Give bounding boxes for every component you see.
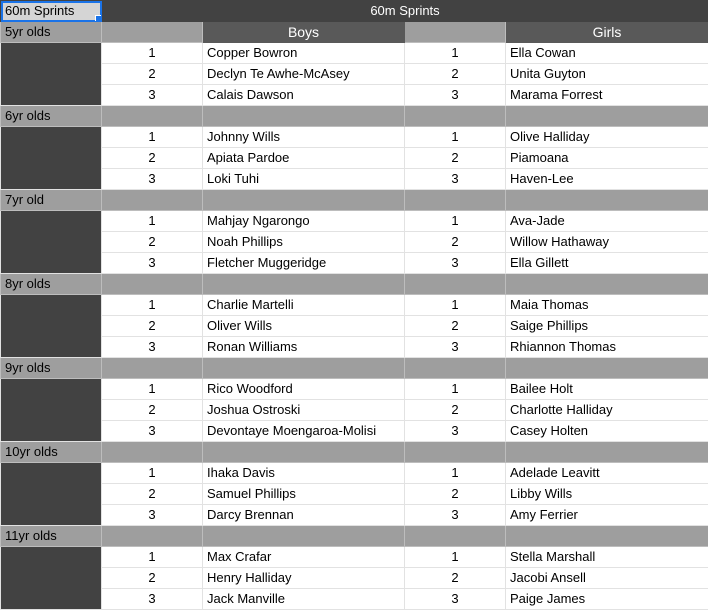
boy-name-cell[interactable]: Fletcher Muggeridge — [203, 253, 405, 274]
girl-name-cell[interactable]: Haven-Lee — [506, 169, 708, 190]
girl-name-cell[interactable]: Rhiannon Thomas — [506, 337, 708, 358]
fill-handle[interactable] — [95, 15, 102, 22]
empty-cell[interactable] — [506, 106, 708, 127]
boy-name-cell[interactable]: Ronan Williams — [203, 337, 405, 358]
girl-place-cell[interactable]: 2 — [405, 64, 506, 85]
age-group-label[interactable]: 6yr olds — [1, 106, 102, 127]
girl-place-cell[interactable]: 2 — [405, 232, 506, 253]
girl-place-cell[interactable]: 3 — [405, 85, 506, 106]
empty-cell[interactable] — [102, 106, 203, 127]
boy-name-cell[interactable]: Max Crafar — [203, 547, 405, 568]
result-row — [1, 211, 708, 232]
boy-name-cell[interactable]: Ihaka Davis — [203, 463, 405, 484]
girl-place-cell[interactable]: 2 — [405, 316, 506, 337]
boy-place-cell[interactable]: 1 — [102, 379, 203, 400]
girl-name-cell[interactable]: Bailee Holt — [506, 379, 708, 400]
boy-name-cell[interactable]: Calais Dawson — [203, 85, 405, 106]
empty-cell[interactable] — [405, 358, 506, 379]
boy-place-cell[interactable]: 3 — [102, 337, 203, 358]
result-row — [1, 148, 708, 169]
group-side-cell[interactable] — [1, 127, 102, 190]
girl-place-cell[interactable]: 1 — [405, 379, 506, 400]
boy-name-cell[interactable]: Apiata Pardoe — [203, 148, 405, 169]
empty-cell[interactable] — [203, 106, 405, 127]
boy-place-cell[interactable]: 1 — [102, 127, 203, 148]
girl-name-cell[interactable]: Unita Guyton — [506, 64, 708, 85]
boy-name-cell[interactable]: Oliver Wills — [203, 316, 405, 337]
girl-name-cell[interactable]: Olive Halliday — [506, 127, 708, 148]
boy-place-cell[interactable]: 3 — [102, 505, 203, 526]
boy-place-cell[interactable]: 2 — [102, 148, 203, 169]
girl-name-cell[interactable]: Marama Forrest — [506, 85, 708, 106]
result-row — [1, 421, 708, 442]
empty-cell[interactable] — [203, 358, 405, 379]
empty-cell[interactable] — [405, 526, 506, 547]
boy-name-cell[interactable]: Devontaye Moengaroa-Molisi — [203, 421, 405, 442]
boy-place-cell[interactable]: 3 — [102, 85, 203, 106]
empty-cell[interactable] — [405, 106, 506, 127]
empty-cell[interactable] — [102, 190, 203, 211]
girls-header[interactable]: Girls — [506, 22, 708, 43]
cell-a1-text: 60m Sprints — [5, 3, 75, 18]
girl-name-cell[interactable]: Willow Hathaway — [506, 232, 708, 253]
empty-cell[interactable] — [203, 274, 405, 295]
group-side-cell[interactable] — [1, 379, 102, 442]
girl-place-cell[interactable]: 1 — [405, 211, 506, 232]
girl-name-cell[interactable]: Amy Ferrier — [506, 505, 708, 526]
grid-body — [1, 1, 708, 610]
age-group-label[interactable]: 11yr olds — [1, 526, 102, 547]
boy-name-cell[interactable]: Charlie Martelli — [203, 295, 405, 316]
boy-place-cell[interactable]: 2 — [102, 400, 203, 421]
result-row — [1, 568, 708, 589]
boy-place-cell[interactable]: 2 — [102, 232, 203, 253]
boy-name-cell[interactable]: Darcy Brennan — [203, 505, 405, 526]
boy-place-cell[interactable]: 2 — [102, 568, 203, 589]
result-row — [1, 484, 708, 505]
girl-name-cell[interactable]: Charlotte Halliday — [506, 400, 708, 421]
girl-name-cell[interactable]: Saige Phillips — [506, 316, 708, 337]
result-row — [1, 589, 708, 610]
boy-place-cell[interactable]: 1 — [102, 295, 203, 316]
boy-name-cell[interactable]: Declyn Te Awhe-McAsey — [203, 64, 405, 85]
empty-cell[interactable] — [405, 274, 506, 295]
empty-cell[interactable] — [102, 526, 203, 547]
result-row — [1, 337, 708, 358]
boy-place-cell[interactable]: 3 — [102, 253, 203, 274]
girl-name-cell[interactable]: Ella Cowan — [506, 43, 708, 64]
group-side-cell[interactable] — [1, 547, 102, 610]
girl-name-cell[interactable]: Casey Holten — [506, 421, 708, 442]
boy-place-cell[interactable]: 3 — [102, 421, 203, 442]
boy-place-cell[interactable]: 1 — [102, 211, 203, 232]
result-row — [1, 43, 708, 64]
girl-place-cell[interactable]: 1 — [405, 463, 506, 484]
group-side-cell[interactable] — [1, 295, 102, 358]
result-row — [1, 127, 708, 148]
girl-place-cell[interactable]: 3 — [405, 589, 506, 610]
boy-place-cell[interactable]: 3 — [102, 589, 203, 610]
boy-name-cell[interactable]: Samuel Phillips — [203, 484, 405, 505]
empty-cell[interactable] — [405, 22, 506, 43]
girl-name-cell[interactable]: Adelade Leavitt — [506, 463, 708, 484]
result-row — [1, 85, 708, 106]
group-header-row — [1, 106, 708, 127]
group-header-row — [1, 442, 708, 463]
result-row — [1, 295, 708, 316]
boy-name-cell[interactable]: Rico Woodford — [203, 379, 405, 400]
result-row — [1, 316, 708, 337]
girl-name-cell[interactable]: Ella Gillett — [506, 253, 708, 274]
age-group-label[interactable]: 8yr olds — [1, 274, 102, 295]
girl-name-cell[interactable]: Stella Marshall — [506, 547, 708, 568]
group-header-row — [1, 526, 708, 547]
boy-name-cell[interactable]: Joshua Ostroski — [203, 400, 405, 421]
result-row — [1, 400, 708, 421]
girl-place-cell[interactable]: 1 — [405, 43, 506, 64]
girl-place-cell[interactable]: 2 — [405, 400, 506, 421]
boy-name-cell[interactable]: Copper Bowron — [203, 43, 405, 64]
boy-name-cell[interactable]: Loki Tuhi — [203, 169, 405, 190]
girl-place-cell[interactable]: 3 — [405, 253, 506, 274]
girl-place-cell[interactable]: 1 — [405, 295, 506, 316]
boy-name-cell[interactable]: Johnny Wills — [203, 127, 405, 148]
age-group-label[interactable]: 10yr olds — [1, 442, 102, 463]
boy-place-cell[interactable]: 2 — [102, 484, 203, 505]
empty-cell[interactable] — [506, 358, 708, 379]
group-header-row — [1, 358, 708, 379]
girl-place-cell[interactable]: 2 — [405, 148, 506, 169]
boy-place-cell[interactable]: 1 — [102, 547, 203, 568]
girl-place-cell[interactable]: 1 — [405, 547, 506, 568]
boy-place-cell[interactable]: 2 — [102, 64, 203, 85]
empty-cell[interactable] — [405, 190, 506, 211]
result-row — [1, 379, 708, 400]
result-row — [1, 463, 708, 484]
empty-cell[interactable] — [506, 442, 708, 463]
group-side-cell[interactable] — [1, 43, 102, 106]
group-header-row — [1, 274, 708, 295]
boys-header[interactable]: Boys — [203, 22, 405, 43]
result-row — [1, 547, 708, 568]
empty-cell[interactable] — [102, 442, 203, 463]
group-header-row — [1, 190, 708, 211]
boy-name-cell[interactable]: Henry Halliday — [203, 568, 405, 589]
age-group-label[interactable]: 5yr olds — [1, 22, 102, 43]
empty-cell[interactable] — [405, 442, 506, 463]
result-row — [1, 232, 708, 253]
girl-place-cell[interactable]: 3 — [405, 337, 506, 358]
sheet-title[interactable]: 60m Sprints — [102, 1, 708, 22]
empty-cell[interactable] — [102, 358, 203, 379]
age-group-label[interactable]: 7yr old — [1, 190, 102, 211]
girl-place-cell[interactable]: 3 — [405, 169, 506, 190]
girl-place-cell[interactable]: 3 — [405, 505, 506, 526]
empty-cell[interactable] — [203, 442, 405, 463]
result-row — [1, 64, 708, 85]
boy-name-cell[interactable]: Jack Manville — [203, 589, 405, 610]
result-row — [1, 253, 708, 274]
girl-name-cell[interactable]: Maia Thomas — [506, 295, 708, 316]
empty-cell[interactable] — [506, 274, 708, 295]
boy-place-cell[interactable]: 1 — [102, 43, 203, 64]
cell-a1[interactable] — [1, 1, 102, 22]
girl-name-cell[interactable]: Paige James — [506, 589, 708, 610]
empty-cell[interactable] — [102, 274, 203, 295]
boy-place-cell[interactable]: 3 — [102, 169, 203, 190]
result-row — [1, 505, 708, 526]
empty-cell[interactable] — [203, 526, 405, 547]
boy-name-cell[interactable]: Mahjay Ngarongo — [203, 211, 405, 232]
boy-place-cell[interactable]: 1 — [102, 463, 203, 484]
empty-cell[interactable] — [102, 22, 203, 43]
group-header-row — [1, 22, 708, 43]
age-group-label[interactable]: 9yr olds — [1, 358, 102, 379]
boy-place-cell[interactable]: 2 — [102, 316, 203, 337]
girl-name-cell[interactable]: Jacobi Ansell — [506, 568, 708, 589]
empty-cell[interactable] — [203, 190, 405, 211]
girl-place-cell[interactable]: 3 — [405, 421, 506, 442]
empty-cell[interactable] — [506, 190, 708, 211]
girl-name-cell[interactable]: Libby Wills — [506, 484, 708, 505]
empty-cell[interactable] — [506, 526, 708, 547]
girl-place-cell[interactable]: 1 — [405, 127, 506, 148]
group-side-cell[interactable] — [1, 211, 102, 274]
girl-place-cell[interactable]: 2 — [405, 568, 506, 589]
boy-name-cell[interactable]: Noah Phillips — [203, 232, 405, 253]
group-side-cell[interactable] — [1, 463, 102, 526]
result-row — [1, 169, 708, 190]
girl-place-cell[interactable]: 2 — [405, 484, 506, 505]
title-row — [1, 1, 708, 22]
girl-name-cell[interactable]: Ava-Jade — [506, 211, 708, 232]
girl-name-cell[interactable]: Piamoana — [506, 148, 708, 169]
